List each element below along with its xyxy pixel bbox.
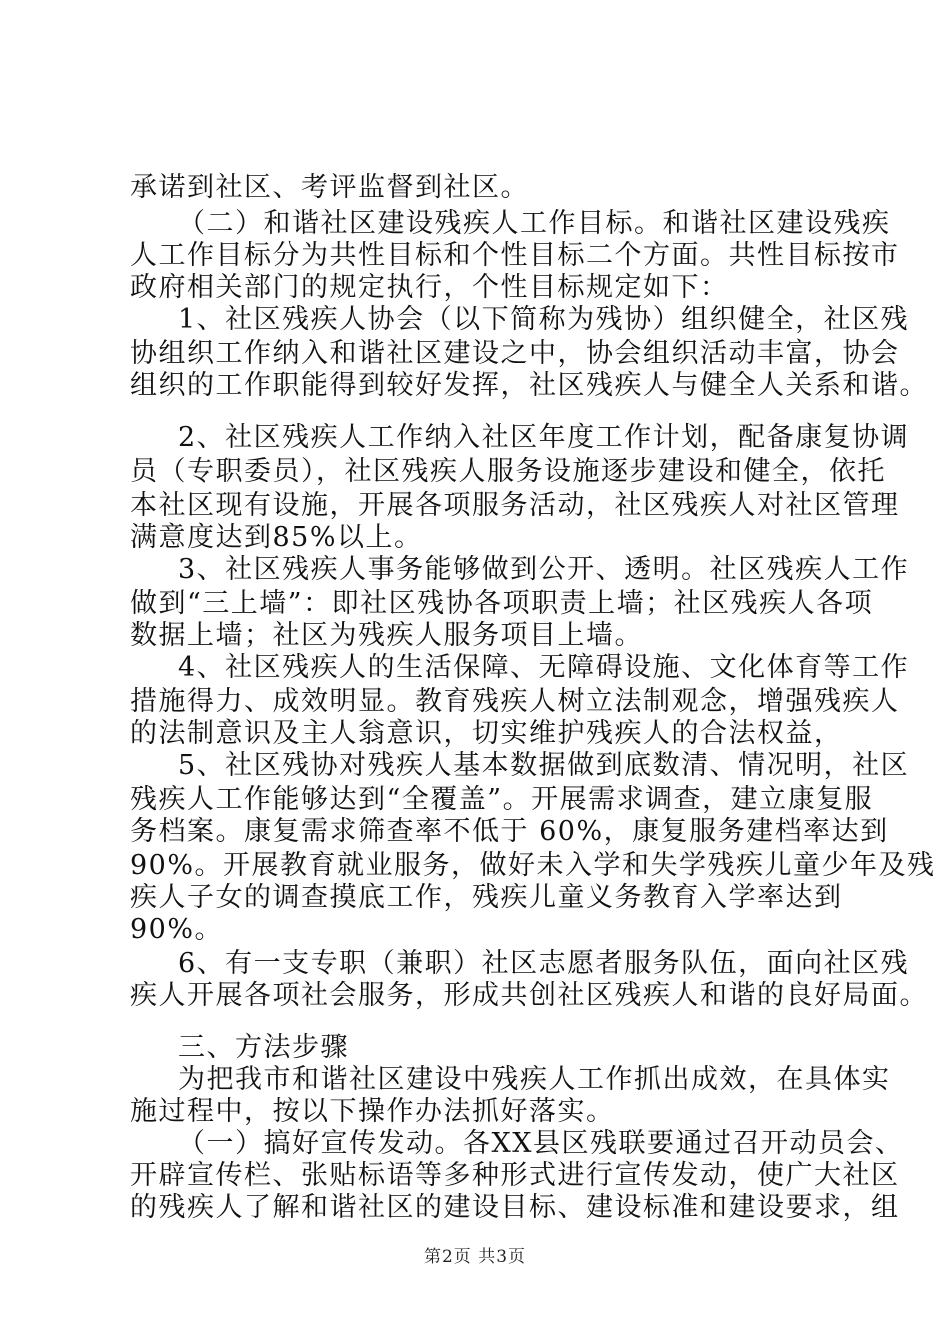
text-line: 开辟宣传栏、张贴标语等多种形式进行宣传发动，使广大社区 bbox=[130, 1160, 900, 1191]
text-line: 6、有一支专职（兼职）社区志愿者服务队伍，面向社区残 bbox=[178, 948, 910, 979]
text-line: 5、社区残协对残疾人基本数据做到底数清、情况明，社区 bbox=[178, 750, 910, 781]
text-line: 4、社区残疾人的生活保障、无障碍设施、文化体育等工作 bbox=[178, 652, 910, 683]
text-line: （二）和谐社区建设残疾人工作目标。和谐社区建设残疾 bbox=[178, 208, 891, 239]
text-line: 员（专职委员），社区残疾人服务设施逐步建设和健全，依托 bbox=[130, 456, 886, 487]
page-footer: 第2页 共3页 bbox=[423, 1247, 527, 1267]
text-line: 90%。开展教育就业服务，做好未入学和失学残疾儿童少年及残 bbox=[130, 850, 936, 881]
text-line: 3、社区残疾人事务能够做到公开、透明。社区残疾人工作 bbox=[178, 554, 910, 585]
text-line: 承诺到社区、考评监督到社区。 bbox=[130, 172, 529, 203]
text-line: 数据上墙；社区为残疾人服务项目上墙。 bbox=[130, 620, 643, 651]
text-line: 政府相关部门的规定执行，个性目标规定如下： bbox=[130, 272, 729, 303]
text-line: 的残疾人了解和谐社区的建设目标、建设标准和建设要求，组 bbox=[130, 1192, 900, 1223]
text-line: 的法制意识及主人翁意识，切实维护残疾人的合法权益， bbox=[130, 718, 843, 749]
text-line: 务档案。康复需求筛查率不低于 60%，康复服务建档率达到 bbox=[130, 816, 889, 847]
text-line: 施过程中，按以下操作办法抓好落实。 bbox=[130, 1096, 615, 1127]
text-line: 疾人子女的调查摸底工作，残疾儿童义务教育入学率达到 bbox=[130, 882, 843, 913]
text-line: 做到“三上墙”：即社区残协各项职责上墙；社区残疾人各项 bbox=[130, 588, 874, 619]
section-heading: 三、方法步骤 bbox=[178, 1032, 349, 1063]
text-line: 满意度达到85%以上。 bbox=[130, 522, 423, 553]
text-line: 疾人开展各项社会服务，形成共创社区残疾人和谐的良好局面。 bbox=[130, 980, 928, 1011]
text-line: 本社区现有设施，开展各项服务活动，社区残疾人对社区管理 bbox=[130, 490, 900, 521]
text-line: 1、社区残疾人协会（以下简称为残协）组织健全，社区残 bbox=[178, 304, 910, 335]
text-line: 措施得力、成效明显。教育残疾人树立法制观念，增强残疾人 bbox=[130, 686, 900, 717]
text-line: 2、社区残疾人工作纳入社区年度工作计划，配备康复协调 bbox=[178, 422, 910, 453]
text-line: 残疾人工作能够达到“全覆盖”。开展需求调查，建立康复服 bbox=[130, 784, 874, 815]
text-line: 协组织工作纳入和谐社区建设之中，协会组织活动丰富，协会 bbox=[130, 338, 900, 369]
text-line: 90%。 bbox=[130, 914, 224, 945]
text-line: 人工作目标分为共性目标和个性目标二个方面。共性目标按市 bbox=[130, 240, 900, 271]
text-line: 为把我市和谐社区建设中残疾人工作抓出成效，在具体实 bbox=[178, 1064, 891, 1095]
text-line: （一）搞好宣传发动。各XX县区残联要通过召开动员会、 bbox=[178, 1128, 904, 1159]
text-line: 组织的工作职能得到较好发挥，社区残疾人与健全人关系和谐。 bbox=[130, 370, 928, 401]
